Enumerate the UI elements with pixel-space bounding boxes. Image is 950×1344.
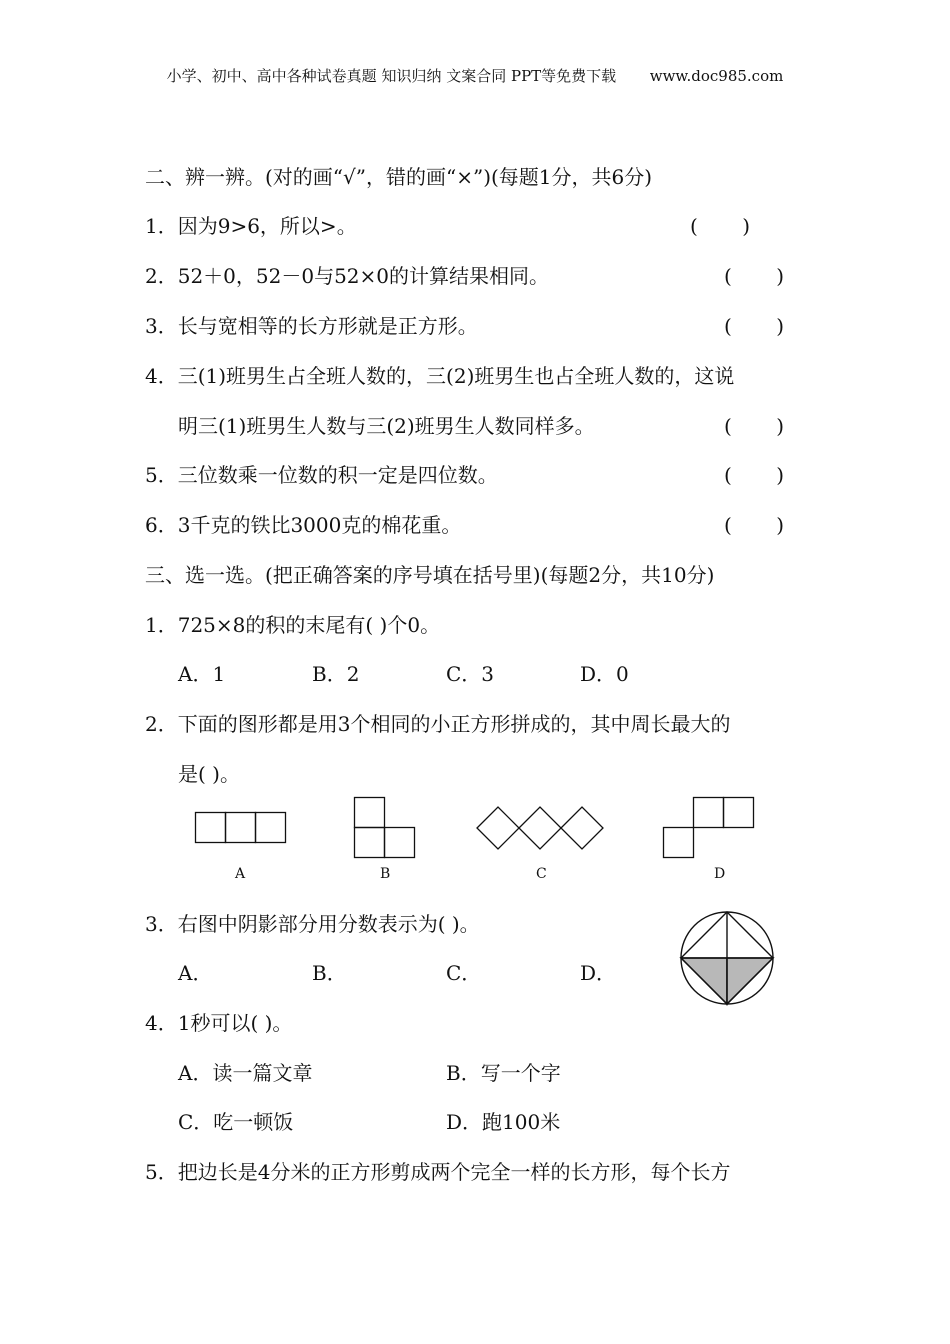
s3-q4: 4．1秒可以( )。	[145, 1011, 293, 1035]
figure-a[interactable]	[195, 812, 287, 844]
s2-item-3: 3．长与宽相等的长方形就是正方形。	[145, 314, 478, 338]
s2-item-5: 5．三位数乘一位数的积一定是四位数。	[145, 463, 498, 487]
s3-q3-option-d[interactable]: D．	[580, 961, 617, 985]
figure-c-label: C	[536, 866, 547, 882]
s2-answer-1[interactable]: ( )	[690, 214, 751, 238]
s3-q5: 5．把边长是4分米的正方形剪成两个完全一样的长方形，每个长方	[145, 1160, 731, 1184]
header-text: 小学、初中、高中各种试卷真题 知识归纳 文案合同 PPT等免费下载	[166, 67, 617, 85]
figure-d[interactable]	[663, 797, 755, 859]
s3-q2-cont: 是( )。	[178, 762, 240, 786]
figure-a-label: A	[235, 866, 246, 882]
s3-q1-option-a[interactable]: A．1	[178, 662, 226, 686]
s3-q4-option-b[interactable]: B．写一个字	[446, 1061, 561, 1085]
figure-d-label: D	[714, 866, 726, 882]
s3-q1: 1．725×8的积的末尾有( )个0。	[145, 613, 441, 637]
s3-q2: 2．下面的图形都是用3个相同的小正方形拼成的，其中周长最大的	[145, 712, 731, 736]
s3-q1-option-b[interactable]: B．2	[312, 662, 360, 686]
s2-item-4-cont: 明三(1)班男生人数与三(2)班男生人数同样多。	[178, 414, 595, 438]
s2-answer-4[interactable]: ( )	[724, 414, 785, 438]
s3-q1-option-c[interactable]: C．3	[446, 662, 495, 686]
s2-item-6: 6．3千克的铁比3000克的棉花重。	[145, 513, 462, 537]
s3-q3-option-b[interactable]: B．	[312, 961, 347, 985]
s2-item-4: 4．三(1)班男生占全班人数的，三(2)班男生也占全班人数的，这说	[145, 364, 735, 388]
s2-answer-3[interactable]: ( )	[724, 314, 785, 338]
figure-b-label: B	[380, 866, 391, 882]
figure-b[interactable]	[354, 797, 416, 859]
s3-q1-option-d[interactable]: D．0	[580, 662, 629, 686]
page-header	[0, 66, 950, 86]
section2-title: 二、辨一辨。(对的画“√”，错的画“×”)(每题1分，共6分)	[145, 165, 653, 189]
s3-q4-option-d[interactable]: D．跑100米	[446, 1110, 561, 1134]
s2-answer-6[interactable]: ( )	[724, 513, 785, 537]
s3-q4-option-c[interactable]: C．吃一顿饭	[178, 1110, 294, 1134]
s3-q3-option-a[interactable]: A．	[178, 961, 213, 985]
s2-answer-2[interactable]: ( )	[724, 264, 785, 288]
s2-item-1: 1．因为9>6，所以>。	[145, 214, 357, 238]
s3-q3: 3．右图中阴影部分用分数表示为( )。	[145, 912, 480, 936]
figure-c[interactable]	[476, 806, 608, 852]
section3-title: 三、选一选。(把正确答案的序号填在括号里)(每题2分，共10分)	[145, 563, 715, 587]
s2-answer-5[interactable]: ( )	[724, 463, 785, 487]
s2-item-2: 2．52＋0，52－0与52×0的计算结果相同。	[145, 264, 550, 288]
circle-shaded-figure	[678, 910, 776, 1006]
s3-q4-option-a[interactable]: A．读一篇文章	[178, 1061, 313, 1085]
s3-q3-option-c[interactable]: C．	[446, 961, 482, 985]
header-url[interactable]: www.doc985.com	[649, 67, 784, 85]
